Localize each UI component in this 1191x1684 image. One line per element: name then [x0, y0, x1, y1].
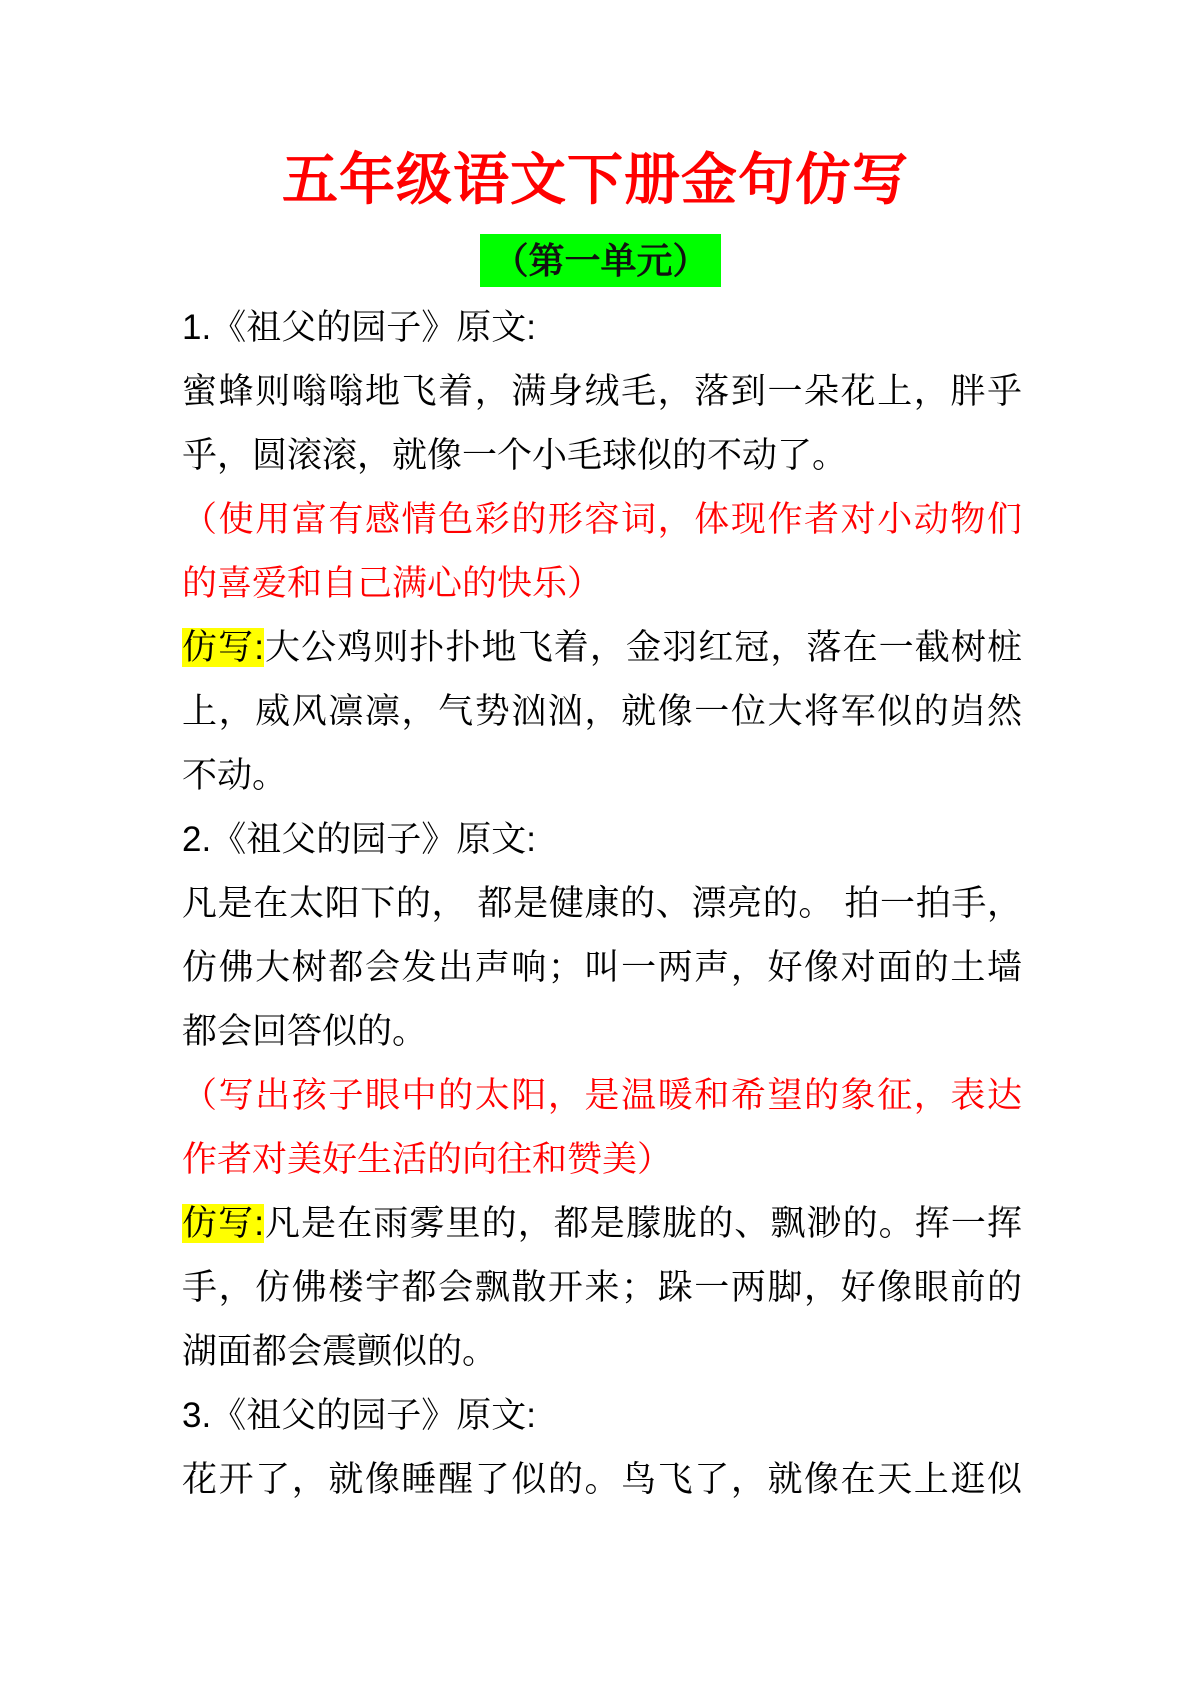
imitation-line: 上，威风凛凛，气势汹汹，就像一位大将军似的岿然 — [182, 692, 1022, 731]
original-text-line: 仿佛大树都会发出声响；叫一两声，好像对面的土墙 — [182, 948, 1022, 987]
imitation-label: 仿写: — [182, 1204, 264, 1243]
original-text-line: 凡是在太阳下的， 都是健康的、漂亮的。 拍一拍手， — [182, 884, 1022, 923]
imitation-line — [182, 1192, 1022, 1256]
item-heading: 2.《祖父的园子》原文: — [182, 820, 536, 859]
imitation-line: 不动。 — [182, 756, 288, 795]
original-text-line: 花开了，就像睡醒了似的。鸟飞了，就像在天上逛似 — [182, 1460, 1022, 1499]
imitation-line — [182, 616, 1022, 680]
original-text-line: 蜜蜂则嗡嗡地飞着，满身绒毛，落到一朵花上，胖乎 — [182, 372, 1022, 411]
note-line: （写出孩子眼中的太阳，是温暖和希望的象征，表达 — [182, 1076, 1022, 1115]
note-line: 作者对美好生活的向往和赞美） — [182, 1140, 673, 1179]
note-line: （使用富有感情色彩的形容词，体现作者对小动物们 — [182, 500, 1022, 539]
item-heading: 1.《祖父的园子》原文: — [182, 308, 536, 347]
document-title: 五年级语文下册金句仿写 — [282, 148, 909, 211]
original-text-line: 都会回答似的。 — [182, 1012, 428, 1051]
note-line: 的喜爱和自己满心的快乐） — [182, 564, 603, 603]
original-text-line: 乎，圆滚滚，就像一个小毛球似的不动了。 — [182, 436, 848, 475]
imitation-text: 凡是在雨雾里的，都是朦胧的、飘渺的。挥一挥 — [263, 1204, 1022, 1243]
imitation-label: 仿写: — [182, 628, 264, 667]
imitation-text: 大公鸡则扑扑地飞着，金羽红冠，落在一截树桩 — [263, 628, 1022, 667]
item-heading: 3.《祖父的园子》原文: — [182, 1396, 536, 1435]
document-body — [182, 296, 1022, 1512]
imitation-line: 手，仿佛楼宇都会飘散开来；跺一两脚，好像眼前的 — [182, 1268, 1022, 1307]
imitation-line: 湖面都会震颤似的。 — [182, 1332, 498, 1371]
unit-label: （第一单元） — [480, 234, 721, 287]
